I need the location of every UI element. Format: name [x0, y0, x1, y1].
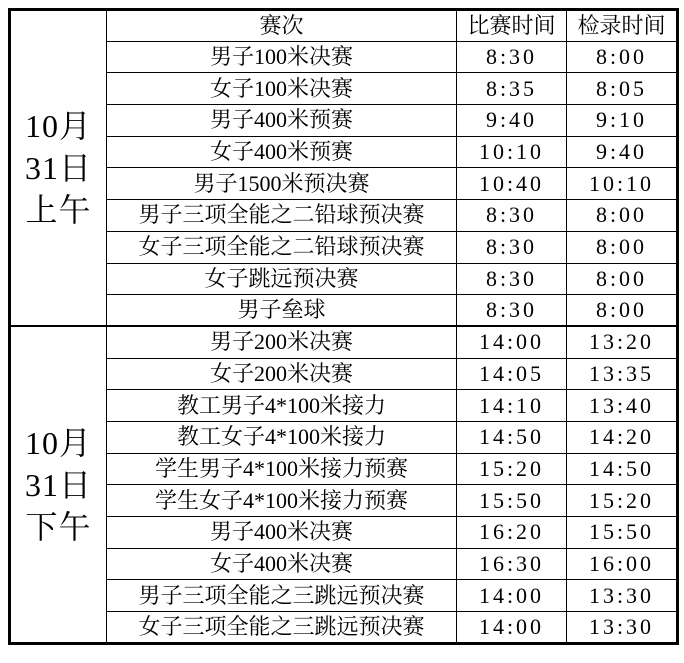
table-row — [10, 485, 678, 517]
race-time-cell: 14:10 — [457, 390, 567, 422]
race-time-cell: 10:10 — [457, 136, 567, 168]
table-row — [10, 168, 678, 200]
session-cell-afternoon — [10, 326, 107, 643]
event-cell: 女子400米决赛 — [107, 548, 457, 580]
event-cell: 男子1500米预决赛 — [107, 168, 457, 200]
table-row — [10, 421, 678, 453]
table-row — [10, 326, 678, 358]
session-label-line: 10月 — [24, 108, 92, 145]
table-row — [10, 136, 678, 168]
race-time-cell: 14:00 — [457, 580, 567, 612]
event-cell: 男子200米决赛 — [107, 326, 457, 358]
schedule-table — [8, 8, 679, 645]
race-time-cell: 15:20 — [457, 453, 567, 485]
checkin-time-cell: 13:30 — [567, 612, 678, 644]
race-time-cell: 16:20 — [457, 517, 567, 549]
table-row — [10, 612, 678, 644]
session-label-line: 31日 — [24, 150, 92, 187]
event-cell: 男子三项全能之二铅球预决赛 — [107, 200, 457, 232]
table-row — [10, 105, 678, 137]
table-row — [10, 231, 678, 263]
checkin-time-cell: 9:10 — [567, 105, 678, 137]
checkin-time-cell: 13:35 — [567, 358, 678, 390]
checkin-time-cell: 13:40 — [567, 390, 678, 422]
table-row — [10, 73, 678, 105]
event-cell: 女子200米决赛 — [107, 358, 457, 390]
session-label-line: 10月 — [24, 424, 92, 461]
checkin-time-cell: 9:40 — [567, 136, 678, 168]
checkin-time-cell: 8:00 — [567, 295, 678, 327]
race-time-cell: 14:00 — [457, 326, 567, 358]
checkin-time-cell: 8:00 — [567, 41, 678, 73]
table-row — [10, 41, 678, 73]
session-label-line: 下午 — [25, 508, 92, 545]
race-time-cell: 14:00 — [457, 612, 567, 644]
header-row — [10, 10, 678, 42]
checkin-time-cell: 15:50 — [567, 517, 678, 549]
race-time-cell: 15:50 — [457, 485, 567, 517]
session-cell-morning — [10, 10, 107, 327]
checkin-time-cell: 15:20 — [567, 485, 678, 517]
session-label-line: 上午 — [25, 192, 92, 229]
checkin-time-cell: 14:50 — [567, 453, 678, 485]
checkin-time-cell: 13:20 — [567, 326, 678, 358]
event-cell: 女子100米决赛 — [107, 73, 457, 105]
checkin-time-cell: 16:00 — [567, 548, 678, 580]
checkin-time-cell: 8:05 — [567, 73, 678, 105]
table-row — [10, 358, 678, 390]
event-cell: 女子跳远预决赛 — [107, 263, 457, 295]
checkin-time-cell: 10:10 — [567, 168, 678, 200]
table-row — [10, 295, 678, 327]
event-cell: 男子三项全能之三跳远预决赛 — [107, 580, 457, 612]
col-header-race-time: 比赛时间 — [457, 10, 567, 42]
table-row — [10, 390, 678, 422]
table-row — [10, 517, 678, 549]
race-time-cell: 14:05 — [457, 358, 567, 390]
table-row — [10, 263, 678, 295]
race-time-cell: 8:30 — [457, 41, 567, 73]
race-time-cell: 8:30 — [457, 231, 567, 263]
event-cell: 男子100米决赛 — [107, 41, 457, 73]
race-time-cell: 10:40 — [457, 168, 567, 200]
checkin-time-cell: 13:30 — [567, 580, 678, 612]
event-cell: 教工男子4*100米接力 — [107, 390, 457, 422]
table-row — [10, 548, 678, 580]
checkin-time-cell: 8:00 — [567, 231, 678, 263]
event-cell: 教工女子4*100米接力 — [107, 421, 457, 453]
race-time-cell: 16:30 — [457, 548, 567, 580]
col-header-checkin-time: 检录时间 — [567, 10, 678, 42]
checkin-time-cell: 8:00 — [567, 200, 678, 232]
race-time-cell: 8:30 — [457, 295, 567, 327]
race-time-cell: 8:35 — [457, 73, 567, 105]
race-time-cell: 8:30 — [457, 200, 567, 232]
event-cell: 男子400米预赛 — [107, 105, 457, 137]
session-label-line: 31日 — [24, 466, 92, 503]
event-cell: 男子垒球 — [107, 295, 457, 327]
race-time-cell: 9:40 — [457, 105, 567, 137]
event-cell: 女子三项全能之三跳远预决赛 — [107, 612, 457, 644]
event-cell: 学生女子4*100米接力预赛 — [107, 485, 457, 517]
table-row — [10, 580, 678, 612]
table-row — [10, 200, 678, 232]
race-time-cell: 14:50 — [457, 421, 567, 453]
col-header-event: 赛次 — [107, 10, 457, 42]
event-cell: 学生男子4*100米接力预赛 — [107, 453, 457, 485]
event-cell: 女子400米预赛 — [107, 136, 457, 168]
table-row — [10, 453, 678, 485]
checkin-time-cell: 8:00 — [567, 263, 678, 295]
event-cell: 男子400米决赛 — [107, 517, 457, 549]
race-time-cell: 8:30 — [457, 263, 567, 295]
event-cell: 女子三项全能之二铅球预决赛 — [107, 231, 457, 263]
checkin-time-cell: 14:20 — [567, 421, 678, 453]
